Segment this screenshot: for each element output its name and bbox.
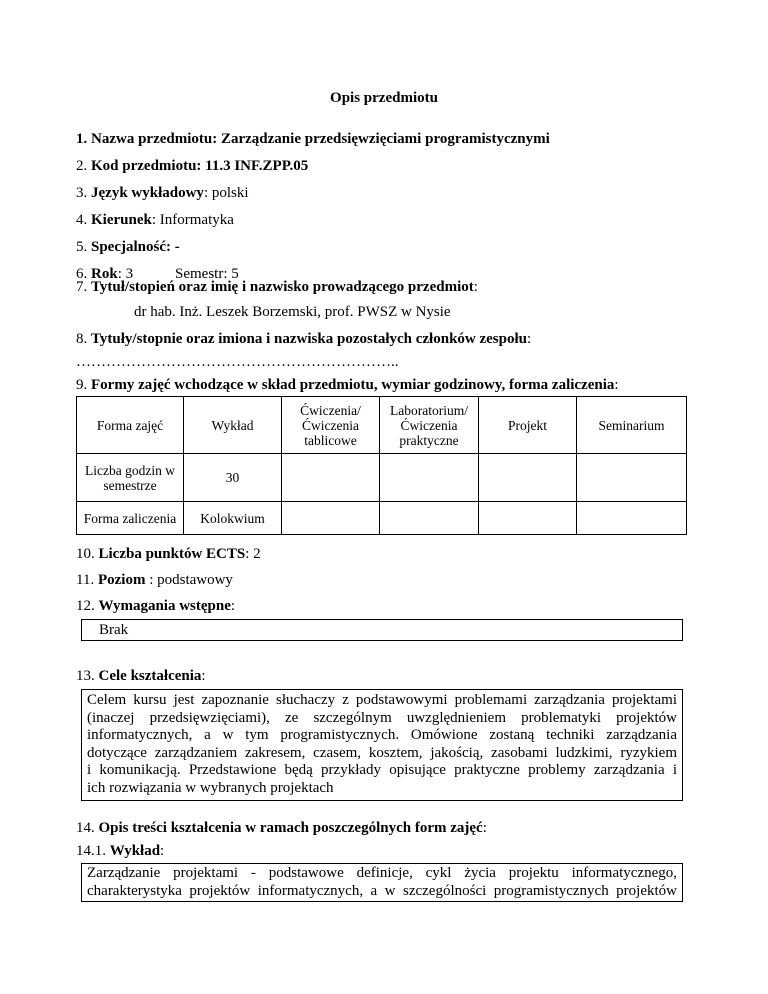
table-header-cell: Seminarium bbox=[577, 397, 687, 454]
table-header-cell: Forma zajęć bbox=[77, 397, 184, 454]
item-course-code: 2. Kod przedmiotu: 11.3 INF.ZPP.05 bbox=[76, 158, 309, 174]
item-lecturer-heading: 7. Tytuł/stopień oraz imię i nazwisko prowadzącego przedmiot: bbox=[76, 279, 478, 295]
item-content: 14. Opis treści kształcenia w ramach poszczególnych form zajęć: bbox=[76, 820, 487, 836]
table-cell bbox=[577, 502, 687, 535]
page-title: Opis przedmiotu bbox=[330, 90, 438, 106]
goals-line: i komunikacją. Przedstawione będą przykłady opisujące praktyczne problemy zarządzania i bbox=[87, 762, 677, 778]
lecture-line: Zarządzanie projektami - podstawowe definicje, cykl życia projektu informatycznego, bbox=[87, 865, 677, 881]
item-goals: 13. Cele kształcenia: bbox=[76, 668, 206, 684]
goals-box bbox=[81, 689, 683, 801]
goals-line: ich rozwiązania w wybranych projektach bbox=[87, 779, 334, 796]
item-level: 11. Poziom : podstawowy bbox=[76, 572, 233, 588]
item-language: 3. Język wykładowy: polski bbox=[76, 185, 249, 201]
prerequisites-text: Brak bbox=[99, 622, 129, 638]
goals-line: informatycznych, a w tym programistycznych. Omówione zostaną techniki zarządzania bbox=[87, 727, 677, 743]
item-course-name: 1. Nazwa przedmiotu: Zarządzanie przedsięwzięciami programistycznymi bbox=[76, 131, 550, 147]
table-cell: Forma zaliczenia bbox=[77, 502, 184, 535]
table-header-cell: Projekt bbox=[479, 397, 577, 454]
team-dots: ……………………………………………………….. bbox=[76, 354, 399, 370]
item-prerequisites: 12. Wymagania wstępne: bbox=[76, 598, 236, 614]
lecture-line: charakterystyka projektów informatycznych, a w szczególności programistycznych projektów bbox=[87, 882, 677, 899]
item-semester: Semestr: 5 bbox=[175, 266, 239, 282]
table-header-cell: Wykład bbox=[184, 397, 282, 454]
lecturer-name: dr hab. Inż. Leszek Borzemski, prof. PWSZ w Nysie bbox=[134, 304, 451, 320]
item-specialty: 5. Specjalność: - bbox=[76, 239, 180, 255]
table-cell bbox=[380, 502, 479, 535]
table-header-row bbox=[77, 397, 687, 454]
item-team-heading: 8. Tytuły/stopnie oraz imiona i nazwiska pozostałych członków zespołu: bbox=[76, 331, 532, 347]
item-forms-heading: 9. Formy zajęć wchodzące w skład przedmiotu, wymiar godzinowy, forma zaliczenia: bbox=[76, 377, 619, 393]
table-cell: Kolokwium bbox=[184, 502, 282, 535]
goals-line: (inaczej przedsięwzięciami), ze szczególnym uwzględnieniem problematyki projektów bbox=[87, 709, 677, 726]
table-header-cell: Laboratorium/ Ćwiczenia praktyczne bbox=[380, 397, 479, 454]
goals-line: dotyczące zarządzaniem zakresem, czasem, kosztem, jakością, zasobami ludzkimi, ryzykiem bbox=[87, 744, 677, 761]
item-ects: 10. Liczba punktów ECTS: 2 bbox=[76, 546, 261, 562]
lecture-box bbox=[81, 863, 683, 902]
item-year: 6. Rok: 3 bbox=[76, 266, 134, 282]
table-row bbox=[77, 454, 687, 502]
table-cell: 30 bbox=[184, 454, 282, 502]
table-cell bbox=[479, 502, 577, 535]
goals-line: Celem kursu jest zapoznanie słuchaczy z podstawowymi problemami zarządzania projektami bbox=[87, 692, 677, 708]
table-row bbox=[77, 502, 687, 535]
table-header-cell: Ćwiczenia/ Ćwiczenia tablicowe bbox=[282, 397, 380, 454]
table-cell: Liczba godzin w semestrze bbox=[77, 454, 184, 502]
table-cell bbox=[282, 454, 380, 502]
table-cell bbox=[479, 454, 577, 502]
class-forms-table bbox=[76, 396, 687, 535]
item-lecture: 14.1. Wykład: bbox=[76, 843, 165, 859]
table-cell bbox=[380, 454, 479, 502]
table-cell bbox=[577, 454, 687, 502]
item-field-of-study: 4. Kierunek: Informatyka bbox=[76, 212, 234, 228]
prerequisites-box bbox=[81, 619, 683, 641]
table-cell bbox=[282, 502, 380, 535]
